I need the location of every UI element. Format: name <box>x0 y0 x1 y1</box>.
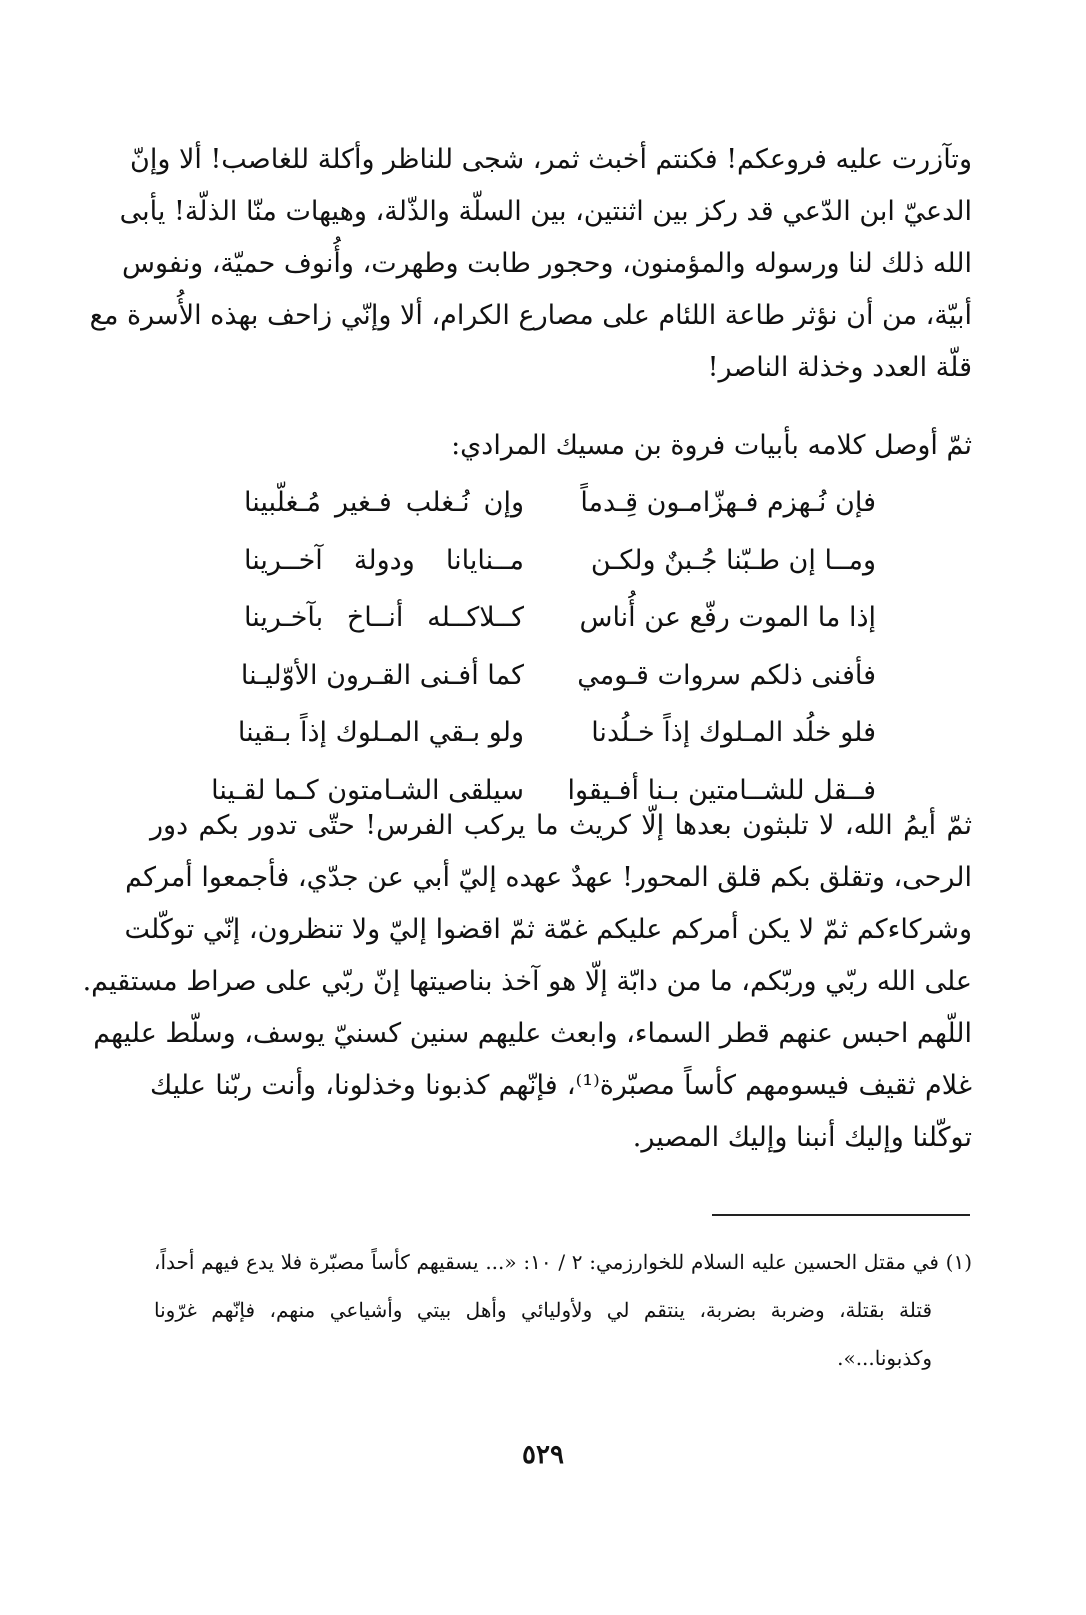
hemistich-first: إذا ما الموت رفّع عن أُناس <box>579 602 876 634</box>
poem-verse <box>244 532 876 590</box>
poem-verse <box>244 589 876 647</box>
hemistich-second: سيلقى الشـامتون كـما لقـينا <box>211 774 524 806</box>
text-line: الله ذلك لنا ورسوله والمؤمنون، وحجور طابت وطهرت، وأُنوف حميّة، ونفوس <box>122 248 972 279</box>
paragraph-1 <box>89 134 972 394</box>
hemistich-second: كما أفـنى القـرون الأوّليـنا <box>240 659 524 691</box>
hemistich-first: فإن نُـهزم فـهزّامـون قِـدماً <box>580 487 876 518</box>
hemistich-first: فأفنى ذلكم سروات قـومي <box>577 659 876 691</box>
hemistich-first: فلو خلُد المـلوك إذاً خـلُدنا <box>591 717 876 749</box>
text-line: على الله ربّي وربّكم، ما من دابّة إلّا هو آخذ بناصيتها إنّ ربّي على صراط مستقيم. <box>82 966 972 997</box>
text-line: وشركاءكم ثمّ لا يكن أمركم عليكم غمّة ثمّ اقضوا إليّ ولا تنظرون، إنّي توكّلت <box>124 914 972 945</box>
hemistich-second: مــنايانا ودولة آخــرينا <box>244 544 524 576</box>
hemistich-second: وإن نُـغلب فـغير مُـغلّبينا <box>244 487 524 518</box>
hemistich-first: ومــا إن طـبّنا جُـبنٌ ولكـن <box>590 544 876 576</box>
footnote-divider <box>712 1214 970 1216</box>
poem <box>211 474 876 820</box>
page-number: ٥٢٩ <box>522 1440 564 1470</box>
text-line: الرحى، وتقلق بكم قلق المحور! عهدٌ عهده إليّ أبي عن جدّي، فأجمعوا أمركم <box>125 862 972 893</box>
poem-verse <box>240 647 876 705</box>
poem-verse <box>244 474 876 532</box>
text-line: توكّلنا وإليك أنبنا وإليك المصير. <box>632 1122 972 1153</box>
text-line: وتآزرت عليه فروعكم! فكنتم أخبث ثمر، شجى للناظر وأكلة للغاصب! ألا وإنّ <box>130 144 972 175</box>
text-line: قلّة العدد وخذلة الناصر! <box>707 352 972 383</box>
footnote <box>154 1238 972 1382</box>
hemistich-second: كــلاكــله أنــاخ بآخـرينا <box>244 602 524 634</box>
paragraph-2 <box>82 800 972 1164</box>
hemistich-first: فــقل للشــامتين بـنا أفـيقوا <box>567 774 876 806</box>
text-line: غلام ثقيف فيسومهم كأساً مصبّرة⁽¹⁾، فإنّهم كذبونا وخذلونا، وأنت ربّنا عليك <box>150 1070 972 1101</box>
text-line: ثمّ أيمُ الله، لا تلبثون بعدها إلّا كريث ما يركب الفرس! حتّى تدور بكم دور <box>150 810 972 841</box>
footnote-line: وكذبونا...». <box>837 1346 932 1370</box>
poem-intro: ثمّ أوصل كلامه بأبيات فروة بن مسيك المرادي: <box>451 430 972 461</box>
text-line: الدعيّ ابن الدّعي قد ركز بين اثنتين، بين السلّة والذّلة، وهيهات منّا الذلّة! يأبى <box>119 196 972 227</box>
text-line: اللّهم احبس عنهم قطر السماء، وابعث عليهم سنين كسنيّ يوسف، وسلّط عليهم <box>93 1018 972 1049</box>
footnote-line: (١) في مقتل الحسين عليه السلام للخوارزمي: ٢ / ١٠: «... يسقيهم كأساً مصبّرة فلا يدع فيهم أحداً، <box>154 1250 973 1274</box>
text-line: أبيّة، من أن نؤثر طاعة اللئام على مصارع الكرام، ألا وإنّي زاحف بهذه الأُسرة مع <box>89 300 972 331</box>
footnote-line: قتلة بقتلة، وضربة بضربة، ينتقم لي ولأوليائي وأهل بيتي وأشياعي منهم، فإنّهم غرّونا <box>154 1298 932 1322</box>
poem-verse <box>237 704 876 762</box>
hemistich-second: ولو بـقي المـلوك إذاً بـقينا <box>237 717 524 749</box>
